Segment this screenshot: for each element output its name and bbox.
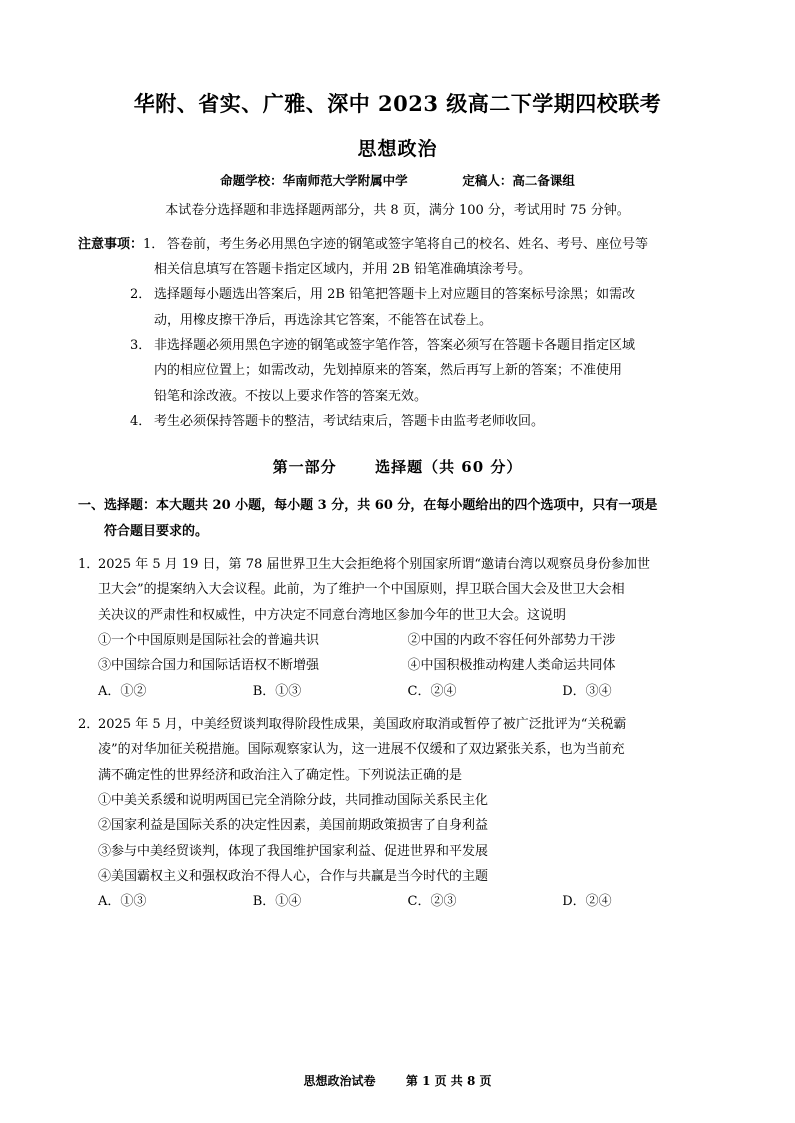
notice-item-4: [78, 409, 717, 434]
notice-item-2: [78, 282, 717, 307]
subject-title: 思想政治: [357, 137, 438, 160]
part-name: 选择题（共 60 分）: [375, 458, 523, 477]
question-2-stem-line-2: 凌”的对华加征关税措施。国际观察家认为，这一进展不仅缓和了双边紧张关系，也为当前充: [98, 742, 625, 758]
question-1-stem-line-3: 关决议的严肃性和权威性，中方决定不同意台湾地区参加今年的世卫大会。这说明: [98, 607, 567, 623]
section-intro: [78, 493, 717, 544]
notice-item-2-line-2: 动，用橡皮擦干净后，再选涂其它答案，不能答在试卷上。: [154, 312, 493, 328]
question-1-number: 1．: [78, 556, 100, 572]
notice-item-2-line-1: 选择题每小题选出答案后，用 2B 铅笔把答题卡上对应题目的答案标号涂黑；如需改: [154, 287, 636, 303]
part-label: 第一部分: [272, 458, 337, 477]
notice-item-1-line-2: 相关信息填写在答题卡指定区域内，并用 2B 铅笔准确填涂考号。: [154, 261, 532, 277]
notice-item-4-line-1: 考生必须保持答题卡的整洁，考试结束后，答题卡由监考老师收回。: [154, 413, 545, 429]
notice-item-3-line-1: 非选择题必须用黑色字迹的钢笔或签字笔作答，答案必须写在答题卡各题目指定区域: [154, 337, 636, 353]
notice-item-3-line-2: 内的相应位置上；如需改动，先划掉原来的答案，然后再写上新的答案；不准使用: [154, 363, 623, 379]
question-2-stem-line-3: 满不确定性的世界经济和政治注入了确定性。下列说法正确的是: [98, 767, 463, 783]
section-intro-text-2: 符合题目要求的。: [104, 523, 209, 539]
question-1-option-1: ①一个中国原则是国际社会的普遍共识: [98, 632, 320, 648]
question-1-options-row-1: [78, 628, 717, 653]
question-1-stem-line-1: 2025 年 5 月 19 日，第 78 届世界卫生大会拒绝将个别国家所谓“邀请台湾以观察员身份参加世: [98, 556, 651, 572]
notice-item-2-num: 2．: [130, 287, 152, 303]
question-1-answer-b[interactable]: B．①③: [252, 683, 302, 699]
question-2-answer-b[interactable]: B．①④: [252, 894, 302, 910]
question-1-options-row-2: [78, 653, 717, 678]
exam-info: 本试卷分选择题和非选择题两部分，共 8 页，满分 100 分，考试用时 75 分钟。: [165, 202, 630, 218]
question-1-stem-line-2: 卫大会”的提案纳入大会议程。此前，为了维护一个中国原则，捍卫联合国大会及世卫大会相: [98, 582, 625, 598]
part-header: [78, 456, 717, 477]
question-1-answer-a[interactable]: A．①②: [98, 683, 147, 699]
question-2-answer-a[interactable]: A．①③: [98, 894, 147, 910]
question-1-answers: [78, 679, 717, 704]
notice-item-1-num: 1．: [143, 236, 165, 252]
notice-item-3: [78, 333, 717, 358]
question-1-first-line: [78, 552, 717, 577]
question-2-answers: [78, 889, 717, 914]
question-1-option-2: ②中国的内政不容任何外部势力干涉: [407, 632, 616, 648]
section-intro-text: 本大题共 20 小题，每小题 3 分，共 60 分，在每小题给出的四个选项中，只有一项是: [156, 498, 658, 514]
question-2: [78, 712, 717, 915]
notice-item-3-num: 3．: [130, 337, 152, 353]
question-2-answer-d[interactable]: D．②④: [562, 894, 612, 910]
question-1: [78, 552, 717, 704]
page-footer: [0, 1072, 795, 1089]
proposer-school: 命题学校：华南师范大学附属中学: [220, 172, 408, 188]
question-2-number: 2．: [78, 717, 100, 732]
footer-page-number: 第 1 页 共 8 页: [405, 1074, 492, 1088]
question-1-answer-d[interactable]: D．③④: [562, 683, 612, 699]
question-2-option-3: ③参与中美经贸谈判，体现了我国维护国家利益、促进世界和平发展: [98, 843, 489, 859]
question-2-stem-line-1: 2025 年 5 月，中美经贸谈判取得阶段性成果，美国政府取消或暂停了被广泛批评为“关税霸: [98, 717, 627, 732]
meta-line: [78, 171, 717, 189]
question-2-answer-c[interactable]: C．②③: [407, 894, 457, 910]
question-2-option-1: ①中美关系缓和说明两国已完全消除分歧，共同推动国际关系民主化: [98, 793, 489, 809]
question-1-option-4: ④中国积极推动构建人类命运共同体: [407, 658, 616, 674]
question-2-option-4: ④美国霸权主义和强权政治不得人心，合作与共赢是当今时代的主题: [98, 869, 489, 885]
footer-subject: 思想政治试卷: [303, 1074, 376, 1088]
question-2-option-2: ②国家利益是国际关系的决定性因素，美国前期政策损害了自身利益: [98, 818, 489, 834]
page-title: 华附、省实、广雅、深中 2023 级高二下学期四校联考: [133, 91, 662, 116]
notice-item-1-line-1: 答卷前，考生务必用黑色字迹的钢笔或签字笔将自己的校名、姓名、考号、座位号等: [167, 236, 649, 252]
notice-first-row: [78, 232, 717, 257]
question-1-answer-c[interactable]: C．②④: [407, 683, 457, 699]
notice-label: 注意事项：: [78, 236, 144, 252]
notice-item-3-line-3: 铅笔和涂改液。不按以上要求作答的答案无效。: [154, 388, 428, 404]
notice-block: [78, 232, 717, 435]
question-2-first-line: [78, 712, 717, 737]
section-intro-label: 一、选择题：: [78, 498, 157, 514]
question-1-option-3: ③中国综合国力和国际话语权不断增强: [98, 658, 320, 674]
notice-item-4-num: 4．: [130, 413, 152, 429]
editor-name: 定稿人：高二备课组: [462, 172, 575, 188]
